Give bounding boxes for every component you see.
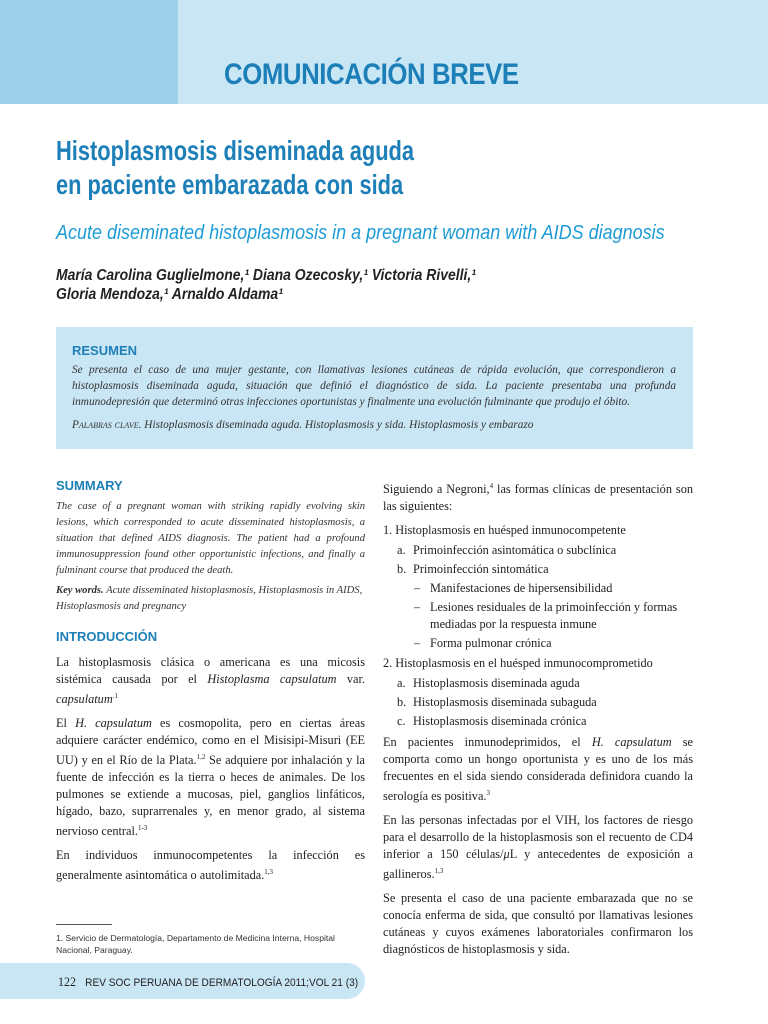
list-item-text: Lesiones residuales de la primoinfección y formas mediadas por la respuesta inmune (430, 600, 678, 632)
journal-citation: REV SOC PERUANA DE DERMATOLOGÍA 2011;VOL 21 (3) (85, 977, 359, 989)
citation: 1,3 (434, 867, 444, 876)
text-run: Siguiendo a Negroni, (383, 482, 490, 497)
species-name: Histoplasma capsulatum (207, 672, 337, 686)
list-marker: – (414, 581, 421, 596)
list-item-text: Histoplasmosis diseminada subaguda (413, 695, 597, 710)
text-run: En pacientes inmunodeprimidos, el (383, 735, 592, 750)
article-title-line1: Histoplasmosis diseminada aguda (56, 135, 415, 166)
right-column (383, 478, 693, 965)
list-item-text: Primoinfección asintomática o subclínica (413, 543, 617, 558)
list-item (383, 561, 693, 578)
list-item (383, 580, 693, 597)
list-marker: a. (397, 543, 406, 558)
list-item-text: Histoplasmosis diseminada crónica (413, 714, 587, 729)
list-item-text: Primoinfección sintomática (413, 562, 549, 577)
list-item: 1. Histoplasmosis en huésped inmunocompetente (383, 523, 626, 538)
list-item-text: Histoplasmosis diseminada aguda (413, 676, 580, 691)
list-marker: c. (397, 714, 406, 729)
text-run: Se adquiere por inhalación y la fuente de infección es la tierra o heces de animales. De los pulmones se extiende a mucosas, piel, ganglios linfáticos, hígado, bazo, suprarrenales y, en menor grado, al sistema nervioso central. (56, 753, 365, 839)
citation: 3 (486, 789, 490, 798)
footer (58, 974, 358, 990)
article-title (56, 134, 414, 202)
resumen-heading: RESUMEN (72, 343, 138, 358)
article-title-line2: en paciente embarazada con sida (56, 169, 404, 200)
unit-symbol: μ (503, 847, 510, 862)
summary-keywords-label: Key words. (56, 585, 104, 596)
list-marker: a. (397, 676, 406, 691)
footnote: 1. Servicio de Dermatología, Departamento de Medicina Interna, Hospital Nacional, Paraguay. (56, 933, 335, 955)
abstract-box (56, 327, 693, 449)
text-run: L y antecedentes de exposición a gallineros. (383, 847, 693, 882)
resumen-keywords-label: Palabras clave. (72, 419, 142, 431)
right-paragraph-4: Se presenta el caso de una paciente embarazada que no se conocía enferma de sida, que consultó por llamativas lesiones cutáneas y cuyos exámenes laboratoriales confirmaron los diagnósticos de histoplasmosis y sida. (383, 891, 693, 957)
list-item: 2. Histoplasmosis en el huésped inmunocomprometido (383, 656, 653, 671)
authors-line1: María Carolina Guglielmone,¹ Diana Ozecosky,¹ Victoria Rivelli,¹ (56, 267, 476, 284)
text-run: las formas clínicas de presentación son las siguientes: (383, 482, 693, 514)
section-title: COMUNICACIÓN BREVE (224, 58, 519, 91)
list-marker: b. (397, 695, 407, 710)
list-marker: b. (397, 562, 407, 577)
text-run: La histoplasmosis clásica o americana es una micosis sistémica causada por el (56, 655, 365, 686)
header-band-dark (0, 0, 178, 104)
right-paragraph-3 (383, 812, 693, 883)
citation: 1,3 (264, 868, 274, 877)
article-subtitle: Acute diseminated histoplasmosis in a pregnant woman with AIDS diagnosis (56, 222, 665, 244)
footnote-rule (56, 924, 112, 925)
text-run: se comporta como un hongo oportunista y es uno de los más frecuentes en el sida siendo considerada definidora cuando la serología es positiva. (383, 735, 693, 804)
list-marker: – (414, 636, 421, 651)
intro-paragraph-3 (56, 847, 365, 884)
text-run: En las personas infectadas por el VIH, los factores de riesgo para el desarrollo de la histoplasmosis son el recuento de CD4 inferior a 150 células/ (383, 813, 693, 862)
list-item-text: Manifestaciones de hipersensibilidad (430, 581, 613, 596)
authors-line2: Gloria Mendoza,¹ Arnaldo Aldama¹ (56, 286, 283, 303)
citation: 1,2 (196, 753, 206, 762)
text-run: En individuos inmunocompetentes la infección es generalmente asintomática o autolimitada. (56, 848, 365, 883)
citation: 4 (489, 482, 494, 490)
summary-keywords-text: Acute disseminated histoplasmosis, Histoplasmosis in AIDS, Histoplasmosis and pregnancy (56, 585, 363, 612)
intro-heading: INTRODUCCIÓN (56, 629, 158, 644)
resumen-keywords (72, 417, 676, 433)
resumen-text: Se presenta el caso de una mujer gestante, con llamativas lesiones cutáneas de rápida evolución, que correspondieron a histoplasmosis diseminada aguda, situación que definió el diagnóstico de sida. La paciente presentaba una profunda inmunodepresión que determinó otras infecciones oportunistas y finalmente una evolución fulminante que produjo el óbito. (72, 364, 676, 408)
list-item (383, 542, 693, 559)
text-run: es cosmopolita, pero en ciertas áreas adquiere carácter endémico, como en el Misisipi-Misuri (EE UU) y en el Río de la Plata. (56, 716, 365, 768)
citation: .1 (112, 692, 118, 700)
clinical-forms-list (383, 522, 693, 730)
intro-paragraph-2 (56, 715, 365, 840)
resumen-keywords-text: Histoplasmosis diseminada aguda. Histoplasmosis y sida. Histoplasmosis y embarazo (141, 419, 534, 431)
species-name: H. capsulatum (591, 735, 672, 750)
species-name: H. capsulatum (75, 716, 152, 731)
list-item (383, 694, 693, 711)
summary-text: The case of a pregnant woman with striking rapidly evolving skin lesions, which corresponded to acute disseminated histoplasmosis, a situation that defined AIDS diagnosis. The patient had a profound immunosuppression found other opportunistic infections, and finally a fulminant course that produced the death. (56, 501, 365, 576)
summary-keywords (56, 583, 365, 615)
right-paragraph-2 (383, 734, 693, 805)
text-run: El (56, 716, 76, 731)
summary-heading: SUMMARY (56, 478, 123, 493)
intro-paragraph-1 (56, 654, 365, 708)
species-name: capsulatum (56, 692, 113, 707)
list-item (383, 599, 693, 633)
page-number: 122 (58, 974, 76, 989)
list-item (383, 713, 693, 730)
list-item (383, 635, 693, 652)
list-item-text: Forma pulmonar crónica (430, 636, 552, 651)
authors (56, 266, 476, 304)
list-item (383, 675, 693, 692)
left-column (56, 478, 365, 891)
citation: 1-3 (137, 824, 148, 833)
list-marker: – (414, 600, 421, 615)
right-paragraph-1 (383, 478, 693, 515)
text-run: var. (336, 672, 366, 686)
